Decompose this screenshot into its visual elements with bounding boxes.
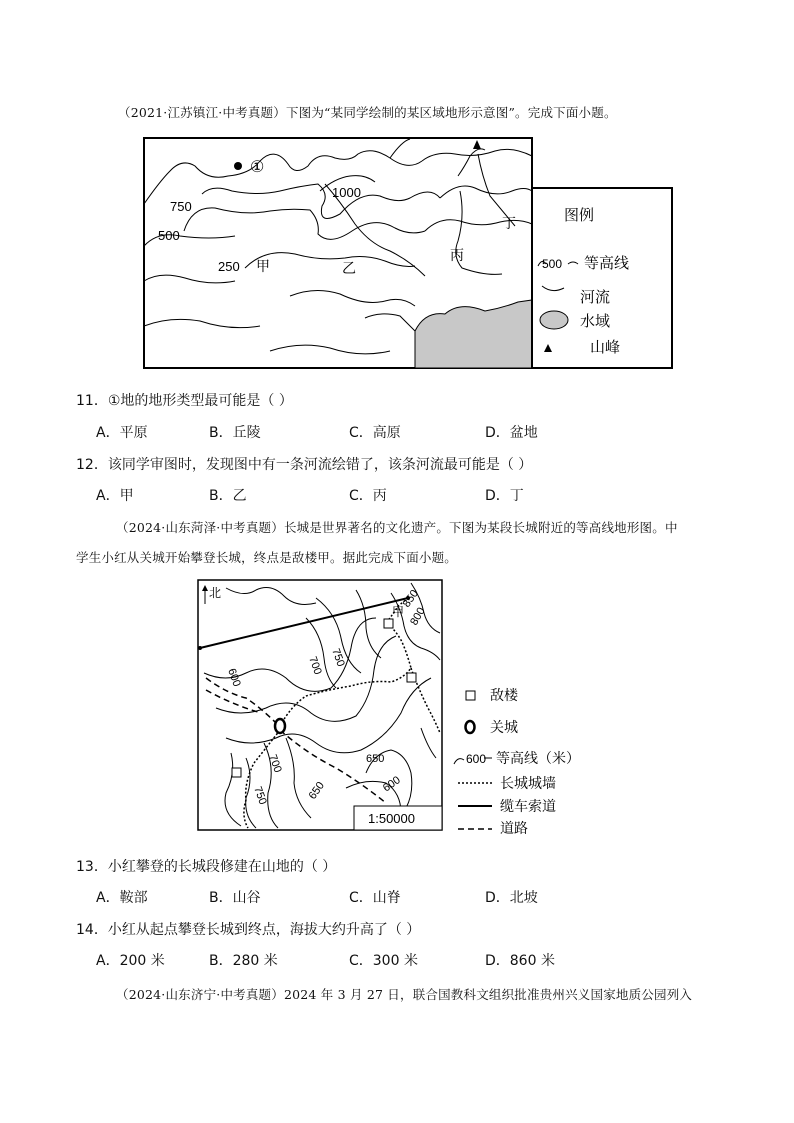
contour-label-700b: 700 [266, 752, 284, 775]
contour-label-700: 700 [306, 654, 324, 677]
contour-label-750: 750 [170, 199, 192, 214]
legend-contour-value-600: 600 [466, 752, 487, 766]
q14-option-c[interactable]: C．300 米 [349, 953, 418, 969]
place-jia: 甲 [256, 258, 270, 274]
map1-circle-label: ① [250, 159, 265, 176]
q11-option-d[interactable]: D．盆地 [485, 425, 538, 441]
question-12-stem: 12．该同学审图时，发现图中有一条河流绘错了，该条河流最可能是（ ） [76, 457, 533, 473]
contour-label-750: 750 [329, 646, 347, 669]
contour-label-850: 850 [400, 587, 421, 610]
q11-option-a[interactable]: A．平原 [96, 425, 148, 441]
legend-pass: 关城 [490, 719, 518, 735]
place-ding: 丁 [502, 215, 516, 231]
place-bing: 丙 [450, 247, 464, 263]
north-label: 北 [209, 586, 222, 600]
legend-great-wall: 长城城墙 [500, 775, 556, 791]
intro-3: （2024·山东济宁·中考真题）2024 年 3 月 27 日，联合国教科文组织批准贵州兴义国家地质公园列入 [116, 987, 693, 1002]
q14-option-b[interactable]: B．280 米 [209, 953, 278, 969]
legend-cable-car: 缆车索道 [500, 798, 556, 814]
q13-option-c[interactable]: C．山脊 [349, 890, 401, 906]
q11-option-b[interactable]: B．丘陵 [209, 425, 261, 441]
contour-label-800: 800 [408, 605, 428, 628]
legend-contour-m: 等高线（米） [496, 750, 580, 766]
question-14-stem: 14．小红从起点攀登长城到终点，海拔大约升高了（ ） [76, 922, 421, 938]
topographic-map-1 [140, 136, 675, 372]
q12-option-b[interactable]: B．乙 [209, 488, 247, 504]
q13-option-b[interactable]: B．山谷 [209, 890, 261, 906]
q13-option-d[interactable]: D．北坡 [485, 890, 538, 906]
contour-label-1000: 1000 [332, 185, 361, 200]
legend-tower: 敌楼 [490, 687, 518, 703]
legend-water: 水域 [580, 313, 611, 330]
contour-label-600: 600 [225, 666, 243, 689]
question-11-stem: 11．①地的地形类型最可能是（ ） [76, 393, 293, 409]
intro-2-line-2: 学生小红从关城开始攀登长城，终点是敌楼甲。据此完成下面小题。 [76, 550, 458, 565]
q11-option-c[interactable]: C．高原 [349, 425, 401, 441]
intro-2-line-1: （2024·山东菏泽·中考真题）长城是世界著名的文化遗产。下图为某段长城附近的等高线地形图。中 [116, 520, 678, 535]
map-scale: 1:50000 [368, 811, 415, 826]
legend-contour-value: 500 [542, 257, 563, 271]
legend-peak: 山峰 [590, 339, 621, 356]
legend-contour: 等高线 [584, 255, 630, 272]
contour-label-650: 650 [366, 753, 385, 765]
legend-river: 河流 [580, 289, 611, 306]
tower-jia-label: 甲 [392, 605, 405, 619]
q14-option-d[interactable]: D．860 米 [485, 953, 555, 969]
contour-label-500: 500 [158, 228, 180, 243]
question-13-stem: 13．小红攀登的长城段修建在山地的（ ） [76, 859, 337, 875]
q12-option-a[interactable]: A．甲 [96, 488, 134, 504]
legend-road: 道路 [500, 820, 528, 836]
contour-label-600b: 600 [380, 774, 403, 795]
q12-option-c[interactable]: C．丙 [349, 488, 387, 504]
place-yi: 乙 [342, 260, 356, 276]
topographic-map-2 [196, 578, 580, 836]
contour-label-250: 250 [218, 259, 240, 274]
contour-label-750b: 750 [251, 784, 269, 807]
legend-title: 图例 [564, 207, 595, 224]
intro-1: （2021·江苏镇江·中考真题）下图为“某同学绘制的某区域地形示意图”。完成下面小题。 [118, 105, 617, 120]
contour-label-650b: 650 [306, 779, 327, 802]
q14-option-a[interactable]: A．200 米 [96, 953, 165, 969]
q13-option-a[interactable]: A．鞍部 [96, 890, 148, 906]
q12-option-d[interactable]: D．丁 [485, 488, 524, 504]
